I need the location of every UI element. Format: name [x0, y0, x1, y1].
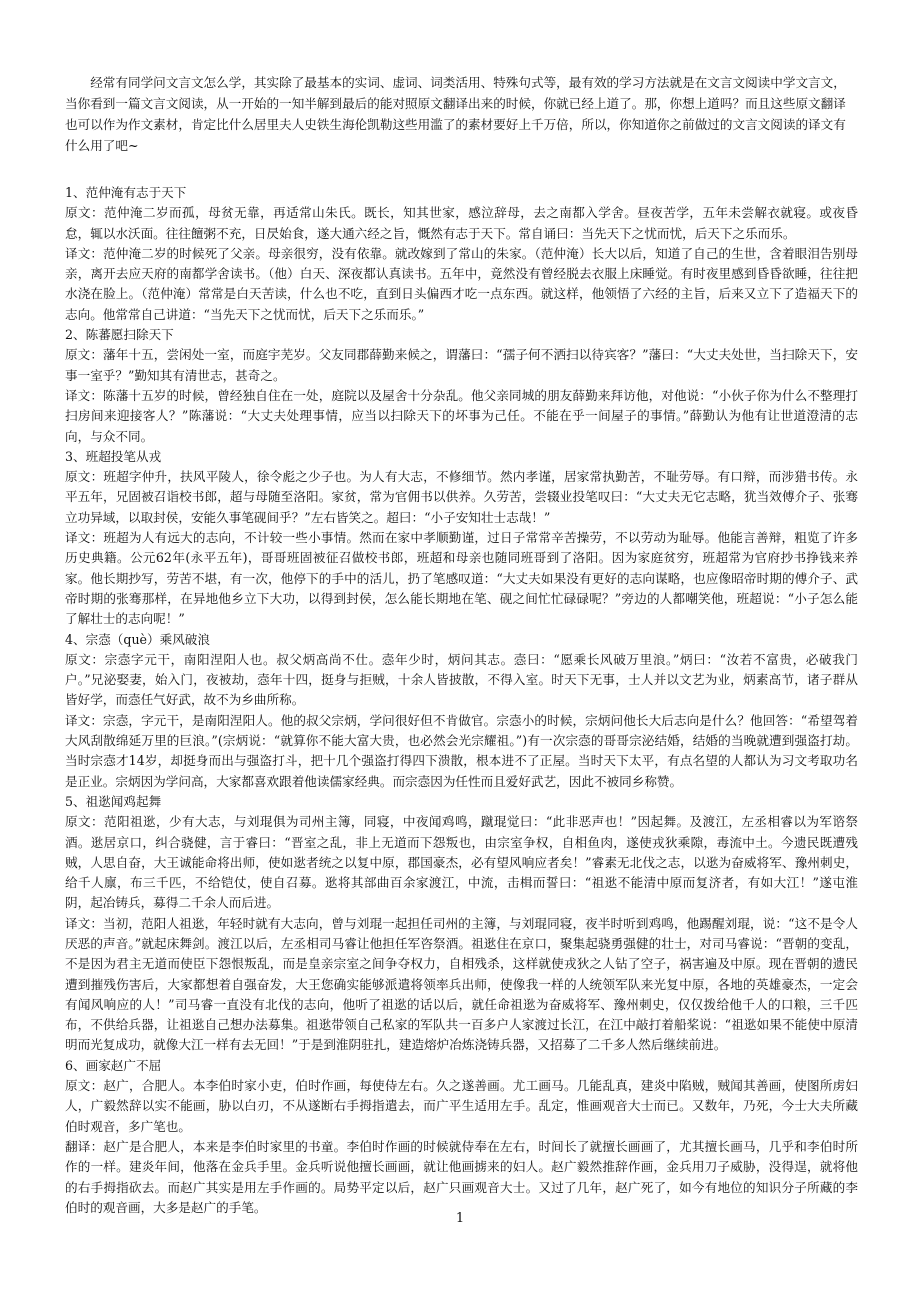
section-title: 3、班超投笔从戎 — [65, 448, 162, 464]
document-page — [65, 72, 858, 1218]
section-4 — [65, 630, 858, 792]
section-6 — [65, 1056, 858, 1218]
section-title: 5、祖逖闻鸡起舞 — [65, 793, 162, 809]
original-text: 原文：宗悫字元干，南阳涅阳人也。叔父炳高尚不仕。悫年少时，炳问其志。悫曰：“愿乘长风破万里浪。”炳曰：“汝若不富贵，必破我门户。”兄泌娶妻，始入门，夜被劫，悫年十四，挺身与拒贼，十余人皆披散，不得入室。时天下无事，士人并以文艺为业，炳素高节，诸子群从皆好学，而悫任气好武，故不为乡曲所称。 — [65, 651, 858, 708]
translation-text: 译文：当初，范阳人祖逖，年轻时就有大志向，曾与刘琨一起担任司州的主簿，与刘琨同寝，夜半时听到鸡鸣，他踢醒刘琨，说：“这不是令人厌恶的声音。”就起床舞剑。渡江以后，左丞相司马睿让他担任军咨祭酒。祖逖住在京口，聚集起骁勇强健的壮士，对司马睿说：“晋朝的变乱，不是因为君主无道而使臣下怨恨叛乱，而是皇亲宗室之间争夺权力，自相残杀，这样就使戎狄之人钻了空子，祸害遍及中原。现在晋朝的遗民遭到摧残伤害后，大家都想着自强奋发，大王您确实能够派遣将领率兵出师，使像我一样的人统领军队来光复中原，各地的英雄豪杰，一定会有闻风响应的人！”司马睿一直没有北伐的志向，他听了祖逖的话以后，就任命祖逖为奋威将军、豫州刺史，仅仅拨给他千人的口粮，三千匹布，不供给兵器，让祖逖自己想办法募集。祖逖带领自己私家的军队共一百多户人家渡过长江，在江中敲打着船桨说：“祖逖如果不能使中原清明而光复成功，就像大江一样有去无回！”于是到淮阴驻扎，建造熔炉冶炼浇铸兵器，又招募了二千多人然后继续前进。 — [65, 915, 858, 1053]
section-1 — [65, 183, 858, 325]
original-text: 原文：藩年十五，尝闲处一室，而庭宇芜岁。父友同郡薛勤来候之，谓藩曰：“孺子何不洒扫以待宾客？”藩曰：“大丈夫处世，当扫除天下，安事一室乎？”勤知其有清世志，甚奇之。 — [65, 347, 858, 383]
section-3 — [65, 447, 858, 630]
section-2 — [65, 325, 858, 447]
translation-text: 翻译：赵广是合肥人，本来是李伯时家里的书童。李伯时作画的时候就侍奉在左右，时间长了就擅长画画了，尤其擅长画马，几乎和李伯时所作的一样。建炎年间，他落在金兵手里。金兵听说他擅长画画，就让他画掳来的妇人。赵广毅然推辞作画，金兵用刀子威胁，没得逞，就将他的右手拇指砍去。而赵广其实是用左手作画的。局势平定以后，赵广只画观音大士。又过了几年，赵广死了，如今有地位的知识分子所藏的李伯时的观音画，大多是赵广的手笔。 — [65, 1138, 858, 1215]
intro-paragraph: 经常有同学问文言文怎么学，其实除了最基本的实词、虚词、词类活用、特殊句式等，最有效的学习方法就是在文言文阅读中学文言文，当你看到一篇文言文阅读，从一开始的一知半解到最后的能对照原文翻译出来的时候，你就已经上道了。那，你想上道吗？而且这些原文翻译也可以作为作文素材，肯定比什么居里夫人史铁生海伦凯勒这些用滥了的素材要好上千万倍，所以，你知道你之前做过的文言文阅读的译文有什么用了吧~ — [65, 75, 846, 153]
translation-text: 译文：宗悫，字元干，是南阳涅阳人。他的叔父宗炳，学问很好但不肯做官。宗悫小的时候，宗炳问他长大后志向是什么？他回答：“希望驾着大风刮散绵延万里的巨浪。”(宗炳说：“就算你不能大富大贵，也必然会光宗耀祖。”)有一次宗悫的哥哥宗泌结婚，结婚的当晚就遭到强盗打劫。当时宗悫才14岁，却挺身而出与强盗打斗，把十几个强盗打得四下溃散，根本进不了正屋。当时天下太平，有点名望的人都认为习文考取功名是正业。宗炳因为学问高，大家都喜欢跟着他读儒家经典。而宗悫因为任性而且爱好武艺，因此不被同乡称赞。 — [65, 712, 858, 789]
original-text: 原文：班超字仲升，扶风平陵人，徐令彪之少子也。为人有大志，不修细节。然内孝谨，居家常执勤苦，不耻劳辱。有口辩，而涉猎书传。永平五年，兄固被召诣校书郎，超与母随至洛阳。家贫，常为官佣书以供养。久劳苦，尝辍业投笔叹曰：“大丈夫无它志略，犹当效傅介子、张骞立功异域，以取封侯，安能久事笔砚间乎？”左右皆笑之。超曰：“小子安知壮士志哉！” — [65, 469, 858, 525]
translation-text: 译文：班超为人有远大的志向，不计较一些小事情。然而在家中孝顺勤谨，过日子常常辛苦操劳，不以劳动为耻辱。他能言善辩，粗览了许多历史典籍。公元62年(永平五年)，哥哥班固被征召做校书郎，班超和母亲也随同班哥到了洛阳。因为家庭贫穷，班超常为官府抄书挣钱来养家。他长期抄写，劳苦不堪，有一次，他停下的手中的活儿，扔了笔感叹道：“大丈夫如果没有更好的志向谋略，也应像昭帝时期的傅介子、武帝时期的张骞那样，在异地他乡立下大功，以得到封侯，怎么能长期地在笔、砚之间忙忙碌碌呢？”旁边的人都嘲笑他，班超说：“小子怎么能了解壮士的志向呢！” — [65, 530, 858, 627]
translation-text: 译文：陈藩十五岁的时候，曾经独自住在一处，庭院以及屋舍十分杂乱。他父亲同城的朋友薛勤来拜访他，对他说：“小伙子你为什么不整理打扫房间来迎接客人？”陈藩说：“大丈夫处理事情，应当以扫除天下的坏事为己任。不能在乎一间屋子的事情。”薛勤认为他有让世道澄清的志向，与众不同。 — [65, 387, 858, 444]
section-title: 2、陈蕃愿扫除天下 — [65, 327, 174, 343]
section-title: 6、画家赵广不屈 — [65, 1057, 162, 1073]
original-text: 原文：范阳祖逖，少有大志，与刘琨俱为司州主簿，同寝，中夜闻鸡鸣，蹴琨觉曰：“此非恶声也！”因起舞。及渡江，左丞相睿以为军谘祭酒。逖居京口，纠合骁健，言于睿曰：“晋室之乱，非上无道而下怨叛也，由宗室争权，自相鱼肉，遂使戎狄乘隙，毒流中土。今遗民既遭残贼，人思自奋，大王诚能命将出师，使如逖者统之以复中原，郡国豪杰，必有望风响应者矣！”睿素无北伐之志，以逖为奋威将军、豫州刺史，给千人廪，布三千匹，不给铠仗，使自召募。逖将其部曲百余家渡江，中流，击楫而誓曰：“祖逖不能清中原而复济者，有如大江！”遂屯淮阴，起冶铸兵，募得二千余人而后进。 — [65, 814, 858, 911]
spacer — [65, 156, 858, 183]
section-5 — [65, 792, 858, 1056]
page-number: 1 — [455, 1211, 465, 1226]
original-text: 原文：赵广，合肥人。本李伯时家小吏，伯时作画，每使侍左右。久之遂善画。尤工画马。几能乱真，建炎中陷贼，贼闻其善画，使图所虏妇人，广毅然辞以实不能画，胁以白刃，不从遂断右手拇指遣去，而广平生适用左手。乱定，惟画观音大士而已。又数年，乃死，今士大夫所藏伯时观音，多广笔也。 — [65, 1078, 858, 1134]
section-title: 4、宗悫（què）乘风破浪 — [65, 631, 210, 647]
section-title: 1、范仲淹有志于天下 — [65, 185, 187, 200]
translation-text: 译文：范仲淹二岁的时候死了父亲。母亲很穷，没有依靠。就改嫁到了常山的朱家。（范仲淹）长大以后，知道了自己的生世，含着眼泪告别母亲，离开去应天府的南都学舍读书。（他）白天、深夜都认真读书。五年中，竟然没有曾经脱去衣服上床睡觉。有时夜里感到昏昏欲睡，往往把水浇在脸上。（范仲淹）常常是白天苦读，什么也不吃，直到日头偏西才吃一点东西。就这样，他领悟了六经的主旨，后来又立下了造福天下的志向。他常常自己讲道：“当先天下之忧而忧，后天下之乐而乐。” — [65, 245, 858, 322]
original-text: 原文：范仲淹二岁而孤，母贫无靠，再适常山朱氏。既长，知其世家，感泣辞母，去之南都入学舍。昼夜苦学，五年未尝解衣就寝。或夜昏怠，辄以水沃面。往往饘粥不充，日昃始食，遂大通六经之旨，慨然有志于天下。常自诵曰：当先天下之忧而忧，后天下之乐而乐。 — [65, 205, 858, 241]
